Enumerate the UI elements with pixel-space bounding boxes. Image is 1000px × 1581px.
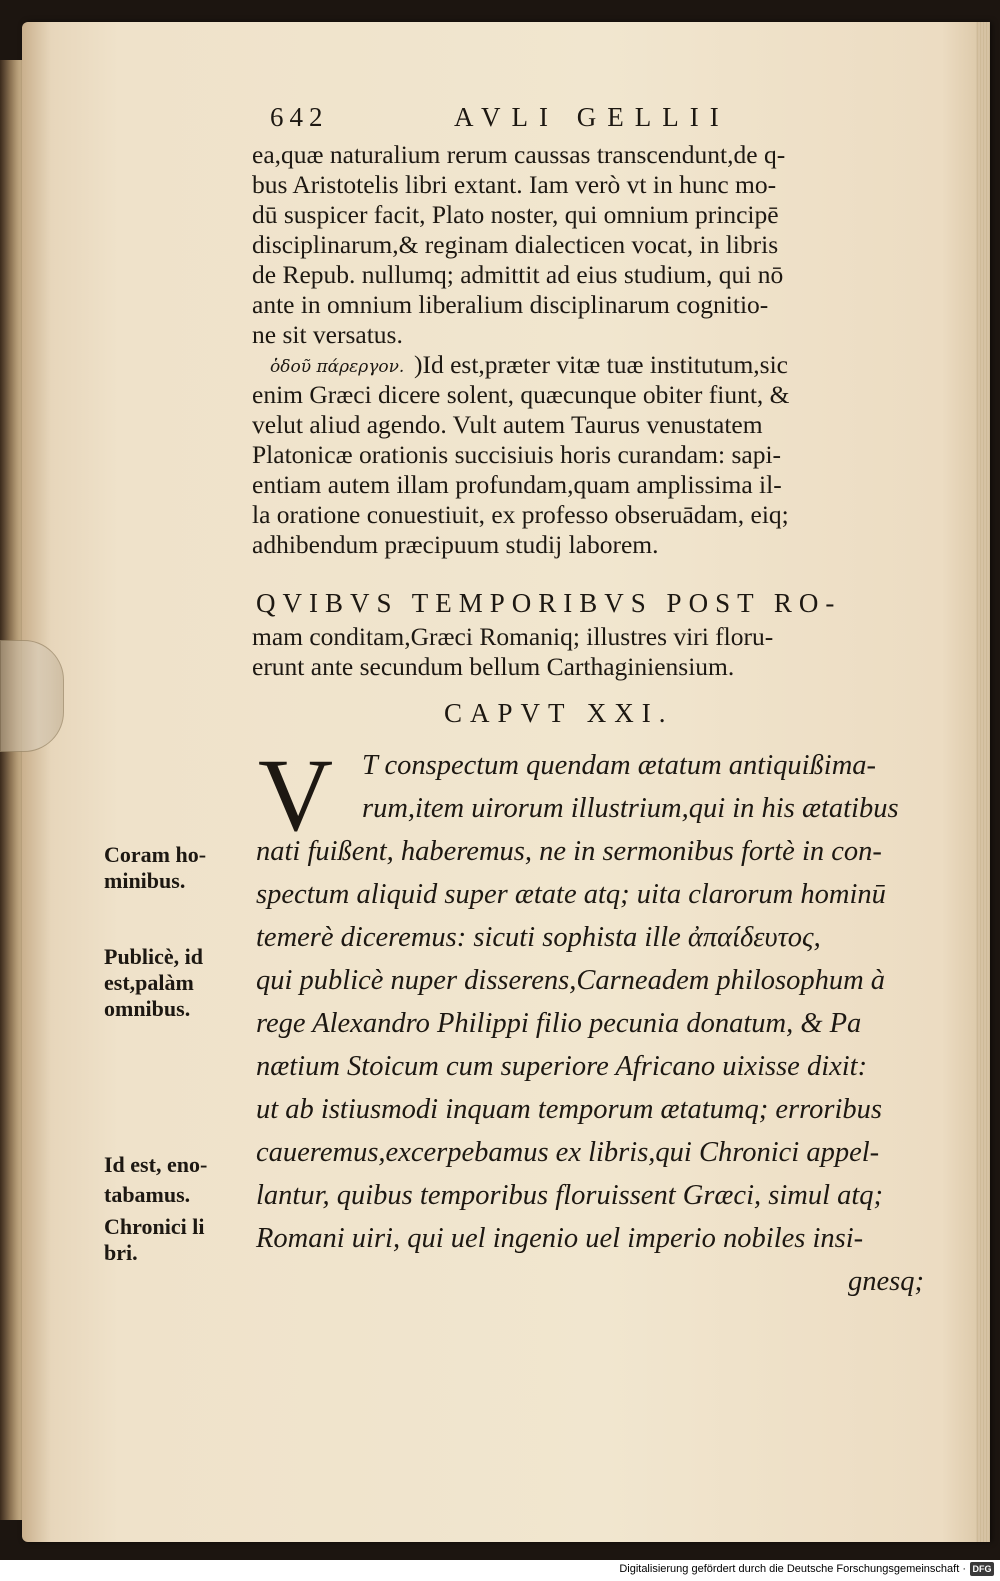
- margin-note: Coram ho-: [104, 842, 207, 867]
- commentary-line: disciplinarum,& reginam dialecticen vocat, in libris: [252, 230, 779, 259]
- greek-lemma: ὁδοῦ πάρεργον.: [270, 357, 405, 377]
- chapter-summary: mam conditam,Græci Romaniq; illustres viri floru-: [252, 622, 774, 651]
- chapter-summary: QVIBVS TEMPORIBVS POST RO-: [256, 588, 842, 618]
- commentary-line: dū suspicer facit, Plato noster, qui omnium principē: [252, 200, 779, 229]
- margin-note: Chronici li: [104, 1214, 205, 1239]
- chapter-heading: CAPVT XXI.: [444, 698, 674, 728]
- note-line: la oratione conuestiuit, ex professo obseruādam, eiq;: [252, 500, 789, 529]
- book-page: [22, 22, 990, 1542]
- body-line: T conspectum quendam ætatum antiquißima-: [362, 750, 877, 781]
- body-line: nati fuißent, haberemus, ne in sermonibus fortè in con-: [256, 836, 882, 867]
- page-number: 642: [270, 102, 329, 132]
- body-line: Romani uiri, qui uel ingenio uel imperio nobiles insi-: [256, 1223, 864, 1254]
- body-line: caueremus,excerpebamus ex libris,qui Chronici appel-: [256, 1137, 880, 1168]
- commentary-line: ea,quæ naturalium rerum caussas transcendunt,de q-: [252, 140, 786, 169]
- note-line: entiam autem illam profundam,quam amplissima il-: [252, 470, 782, 499]
- margin-note: tabamus.: [104, 1182, 191, 1207]
- margin-note: est,palàm: [104, 970, 194, 995]
- body-line: qui publicè nuper disserens,Carneadem philosophum à: [256, 965, 886, 996]
- running-title: AVLI GELLII: [454, 102, 730, 132]
- margin-note: bri.: [104, 1240, 138, 1265]
- body-line: lantur, quibus temporibus floruissent Græci, simul atq;: [256, 1180, 884, 1211]
- margin-note: minibus.: [104, 868, 186, 893]
- commentary-line: ante in omnium liberalium disciplinarum cognitio-: [252, 290, 769, 319]
- body-line: gnesq;: [848, 1266, 924, 1297]
- body-line: ut ab istiusmodi inquam temporum ætatumq; erroribus: [256, 1094, 882, 1125]
- drop-cap: V: [258, 738, 334, 853]
- note-line: enim Græci dicere solent, quæcunque obiter fiunt, &: [252, 380, 790, 409]
- body-line: nætium Stoicum cum superiore Africano uixisse dixit:: [256, 1051, 868, 1082]
- page-edges: [976, 22, 990, 1542]
- funding-credit: Digitalisierung gefördert durch die Deutsche Forschungsgemeinschaft ·: [619, 1563, 966, 1575]
- body-line: temerè diceremus: sicuti sophista ille ἀπαίδευτος,: [256, 922, 821, 953]
- body-line: rege Alexandro Philippi filio pecunia donatum, & Pa: [256, 1008, 862, 1039]
- commentary-line: ne sit versatus.: [252, 320, 403, 349]
- margin-note: omnibus.: [104, 996, 191, 1021]
- note-line: Platonicæ orationis succisiuis horis curandam: sapi-: [252, 440, 782, 469]
- chapter-summary: erunt ante secundum bellum Carthaginiensium.: [252, 652, 735, 681]
- dfg-logo: DFG: [970, 1562, 994, 1576]
- bookmark-clip: [0, 640, 64, 752]
- body-line: rum,item uirorum illustrium,qui in his ætatibus: [362, 793, 899, 824]
- note-line: velut aliud agendo. Vult autem Taurus venustatem: [252, 410, 763, 439]
- body-line: spectum aliquid super ætate atq; uita clarorum hominū: [256, 879, 886, 910]
- margin-note: Publicè, id: [104, 944, 204, 969]
- margin-note: Id est, eno-: [104, 1152, 208, 1177]
- note-line: )Id est,præter vitæ tuæ institutum,sic: [414, 350, 788, 379]
- note-line: adhibendum præcipuum studij laborem.: [252, 530, 659, 559]
- commentary-line: bus Aristotelis libri extant. Iam verò vt in hunc mo-: [252, 170, 777, 199]
- commentary-line: de Repub. nullumq; admittit ad eius studium, qui nō: [252, 260, 784, 289]
